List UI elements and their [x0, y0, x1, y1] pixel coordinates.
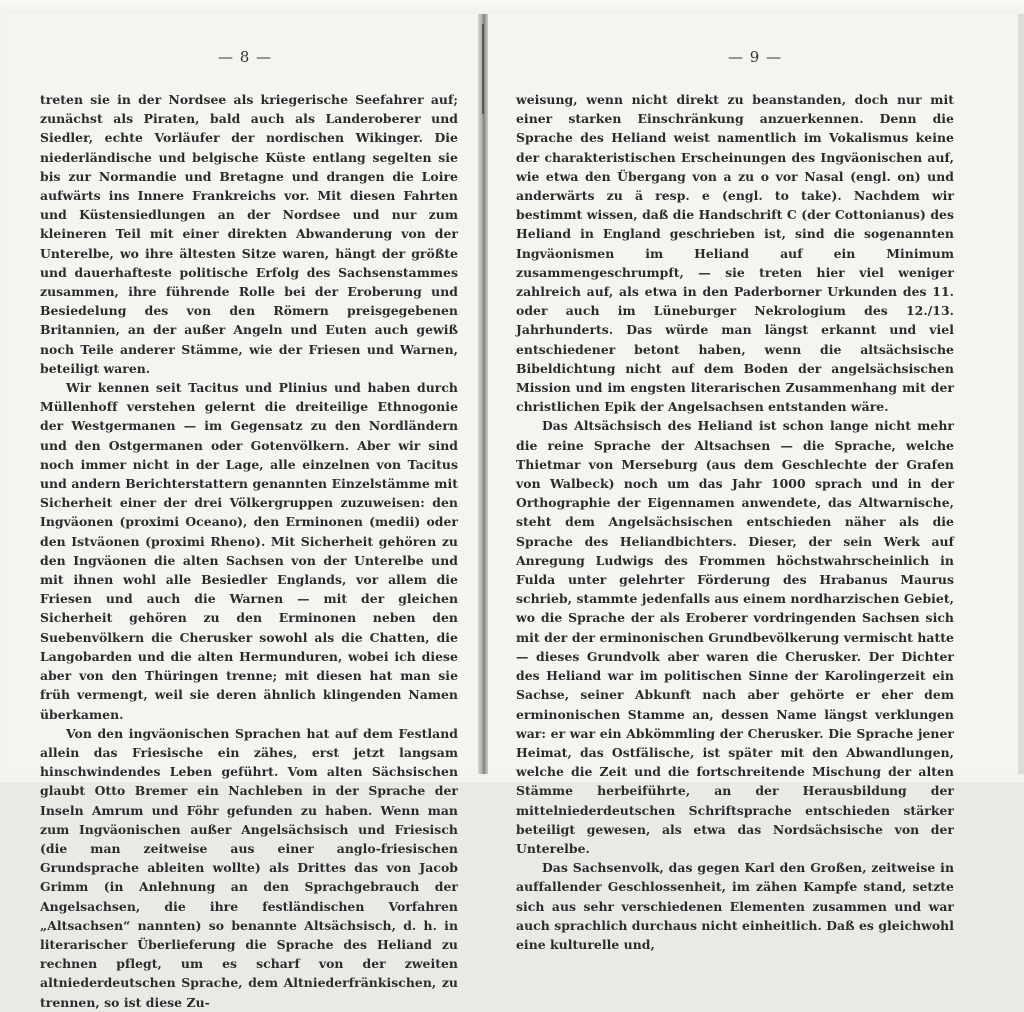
paragraph: weisung, wenn nicht direkt zu beanstanden, doch nur mit einer starken Einschränkung anzuerkennen. Denn die Sprache des Heliand weist namentlich im Vokalismus keine der charakteristischen Erscheinungen des Ingväonischen auf, wie etwa den Übergang von a zu o vor Nasal (engl. on) und anderwärts zu ä resp. e (engl. to take). Nachdem wir bestimmt wissen, daß die Handschrift C (der Cottonianus) des Heliand in England geschrieben ist, sind die sogenannten Ingväonismen im Heliand auf ein Minimum zusammengeschrumpft, — sie treten hier viel weniger zahlreich auf, als etwa in den Paderborner Urkunden des 11. oder auch im Lüneburger Nekrologium des 12./13. Jahrhunderts. Das würde man längst erkannt und viel entschiedener betont haben, wenn die altsächsische Bibeldichtung nicht auf dem Boden der angelsächsischen Mission und im engsten literarischen Zusammenhang mit der christlichen Epik der Angelsachsen entstanden wäre.: [516, 92, 954, 415]
gutter-shadow: [482, 24, 484, 114]
paragraph: Das Altsächsisch des Heliand ist schon lange nicht mehr die reine Sprache der Altsachsen — die Sprache, welche Thietmar von Merseburg (aus dem Geschlechte der Grafen von Walbeck) noch um das Jahr 1000 sprach und in der Orthographie der Eigennamen anwendete, das Altwarnische, steht dem Angelsächsischen entschieden näher als die Sprache des Heliandbichters. Dieser, der sein Werk auf Anregung Ludwigs des Frommen höchstwahrscheinlich in Fulda unter gelehrter Förderung des Hrabanus Maurus schrieb, stammte jedenfalls aus einem nordharzischen Gebiet, wo die Sprache der als Eroberer vordringenden Sachsen sich mit der der erminonischen Grundbevölkerung vermischt hatte — dieses Grundvolk aber waren die Cherusker. Der Dichter des Heliand war im politischen Sinne der Karolingerzeit ein Sachse, seiner Abkunft nach aber gehörte er eher dem erminonischen Stamme an, dessen Name längst verklungen war: er war ein Abkömmling der Cherusker. Die Sprache jener Heimat, das Ostfälische, ist später mit den Abwandlungen, welche die Zeit und die fortschreitende Mischung der alten Stämme herbeiführte, an der Herausbildung der mittelniederdeutschen Schriftsprache entschieden stärker beteiligt gewesen, als etwa das Nordsächsische von der Unterelbe.: [516, 418, 954, 856]
left-page: [6, 14, 478, 1010]
scan-top-edge: [0, 0, 1024, 14]
scan-right-edge: [1018, 14, 1024, 774]
page-number-left: — 8 —: [218, 48, 273, 66]
book-gutter: [478, 14, 488, 774]
paragraph: Das Sachsenvolk, das gegen Karl den Großen, zeitweise in auffallender Geschlossenheit, im zähen Kampfe stand, setzte sich aus sehr verschiedenen Elementen zusammen und war auch sprachlich durchaus nicht einheitlich. Daß es gleichwohl eine kulturelle und,: [516, 860, 954, 952]
paragraph: treten sie in der Nordsee als kriegerische Seefahrer auf; zunächst als Piraten, bald auch als Landeroberer und Siedler, echte Vorläufer der nordischen Wikinger. Die niederländische und belgische Küste entlang segelten sie bis zur Normandie und Bretagne und drangen die Loire aufwärts ins Innere Frankreichs vor. Mit diesen Fahrten und Küstensiedlungen an der Nordsee und nur zum kleineren Teil mit einer direkten Abwanderung von der Unterelbe, wo ihre ältesten Sitze waren, hängt der größte und dauerhafteste politische Erfolg des Sachsenstammes zusammen, ihre führende Rolle bei der Eroberung und Besiedelung des von den Römern preisgegebenen Britannien, an der außer Angeln und Euten auch gewiß noch Teile anderer Stämme, wie der Friesen und Warnen, beteiligt waren.: [40, 92, 458, 376]
paragraph: Wir kennen seit Tacitus und Plinius und haben durch Müllenhoff verstehen gelernt die dreiteilige Ethnogonie der Westgermanen — im Gegensatz zu den Nordländern und den Ostgermanen oder Gotenvölkern. Aber wir sind noch immer nicht in der Lage, alle einzelnen von Tacitus und andern Berichterstattern genannten Einzelstämme mit Sicherheit einer der drei Völkergruppen zuzuweisen: den Ingväonen (proximi Oceano), den Erminonen (medii) oder den Istväonen (proximi Rheno). Mit Sicherheit gehören zu den Ingväonen die alten Sachsen von der Unterelbe und mit ihnen wohl alle Besiedler Englands, vor allem die Friesen und auch die Warnen — mit der gleichen Sicherheit gehören zu den Erminonen neben den Suebenvölkern die Cherusker sowohl als die Chatten, die Langobarden und die alten Hermunduren, wobei ich diese aber von den Thüringen trenne; mit diesen hat man sie früh vermengt, weil sie deren ähnlich klingenden Namen überkamen.: [40, 380, 458, 722]
paragraph: Von den ingväonischen Sprachen hat auf dem Festland allein das Friesische ein zähes, erst jetzt langsam hinschwindendes Leben geführt. Vom alten Sächsischen glaubt Otto Bremer ein Nachleben in der Sprache der Inseln Amrum und Föhr gefunden zu haben. Wenn man zum Ingväonischen außer Angelsächsisch und Friesisch (die man zeitweise aus einer anglo-friesischen Grundsprache ableiten wollte) als Drittes das von Jacob Grimm (in Anlehnung an den Sprachgebrauch der Angelsachsen, die ihre festländischen Vorfahren „Altsachsen“ nannten) so benannte Altsächsisch, d. h. in literarischer Überlieferung die Sprache des Heliand zu rechnen pflegt, um es scharf von der zweiten altniederdeutschen Sprache, dem Altniederfränkischen, zu trennen, so ist diese Zu-: [40, 725, 458, 1010]
right-page: [488, 14, 1018, 952]
right-page-text: [516, 90, 954, 954]
page-number-right: — 9 —: [728, 48, 783, 66]
left-page-text: [40, 90, 458, 1012]
